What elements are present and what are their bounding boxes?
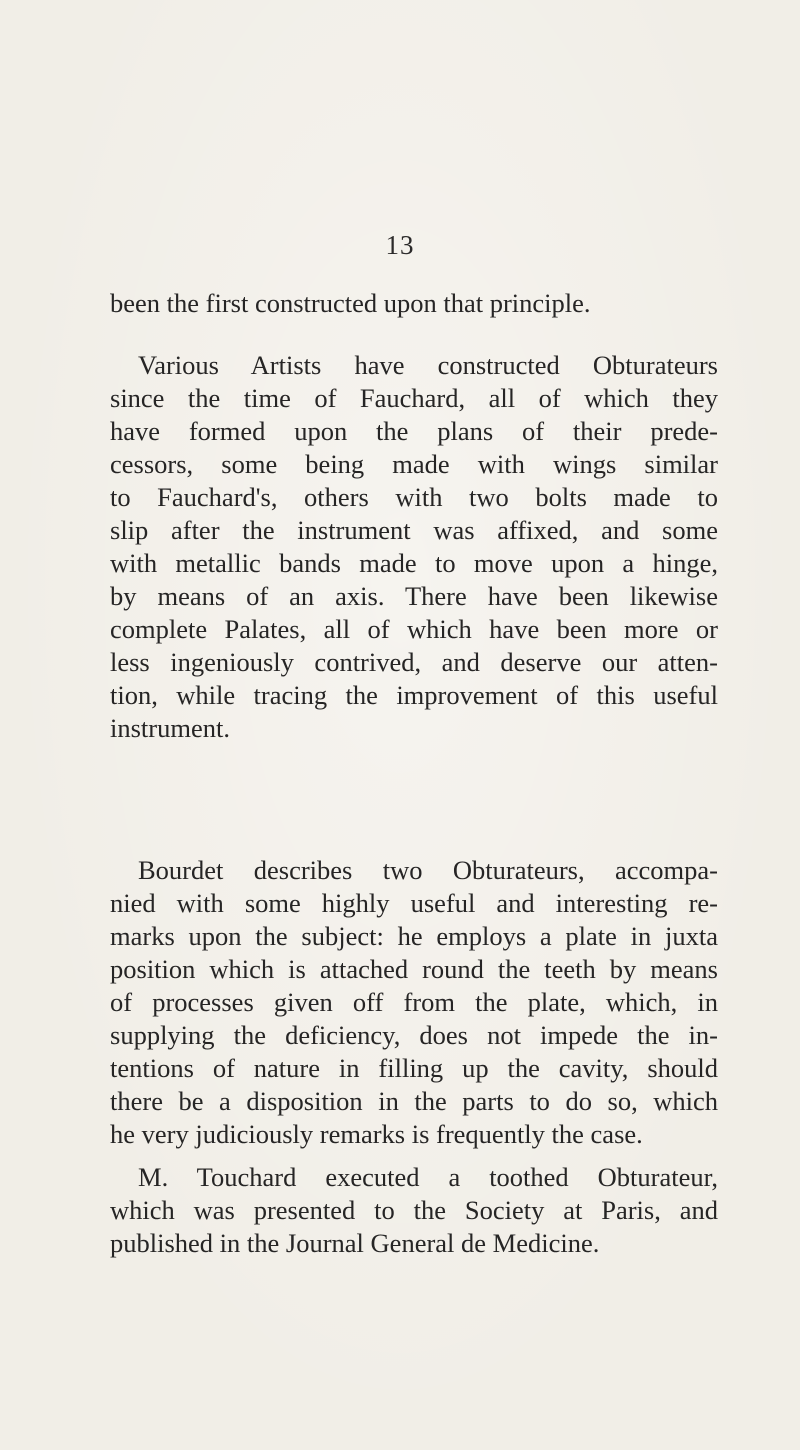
- paragraph-line: M. Touchard executed a toothed Obturateur,: [138, 1162, 718, 1192]
- paragraph-line: tion, while tracing the improvement of this useful: [110, 680, 718, 710]
- paragraph-line: complete Palates, all of which have been more or: [110, 614, 718, 644]
- opening-line-block: [110, 287, 718, 320]
- paragraph-line: marks upon the subject: he employs a plate in juxta: [110, 921, 718, 951]
- paragraph-line: less ingeniously contrived, and deserve our atten-: [110, 647, 718, 677]
- paragraph-line: instrument.: [110, 713, 230, 743]
- paragraph-line: nied with some highly useful and interesting re-: [110, 888, 718, 918]
- paragraph-line: by means of an axis. There have been likewise: [110, 581, 718, 611]
- paragraph-line: there be a disposition in the parts to do so, which: [110, 1086, 718, 1116]
- paragraph-line: supplying the deficiency, does not impede the in-: [110, 1020, 718, 1050]
- paragraph-line: since the time of Fauchard, all of which they: [110, 383, 718, 413]
- paragraph-3: [110, 1161, 718, 1260]
- paragraph-1: [110, 349, 718, 745]
- paragraph-2: [110, 854, 718, 1151]
- paragraph-line: slip after the instrument was affixed, and some: [110, 515, 718, 545]
- opening-line: been the first constructed upon that principle.: [110, 288, 591, 318]
- paragraph-line: of processes given off from the plate, which, in: [110, 987, 718, 1017]
- paragraph-line: have formed upon the plans of their prede-: [110, 416, 718, 446]
- paragraph-line: position which is attached round the teeth by means: [110, 954, 718, 984]
- paragraph-line: with metallic bands made to move upon a hinge,: [110, 548, 718, 578]
- paragraph-line: he very judiciously remarks is frequently the case.: [110, 1119, 643, 1149]
- paragraph-line: tentions of nature in filling up the cavity, should: [110, 1053, 718, 1083]
- paragraph-line: published in the Journal General de Medicine.: [110, 1228, 600, 1258]
- paragraph-line: cessors, some being made with wings similar: [110, 449, 718, 479]
- paragraph-line: Bourdet describes two Obturateurs, accompa-: [138, 855, 718, 885]
- paragraph-line: which was presented to the Society at Paris, and: [110, 1195, 718, 1225]
- page-number: 13: [385, 230, 415, 260]
- paragraph-line: Various Artists have constructed Obturateurs: [138, 350, 718, 380]
- paragraph-line: to Fauchard's, others with two bolts made to: [110, 482, 718, 512]
